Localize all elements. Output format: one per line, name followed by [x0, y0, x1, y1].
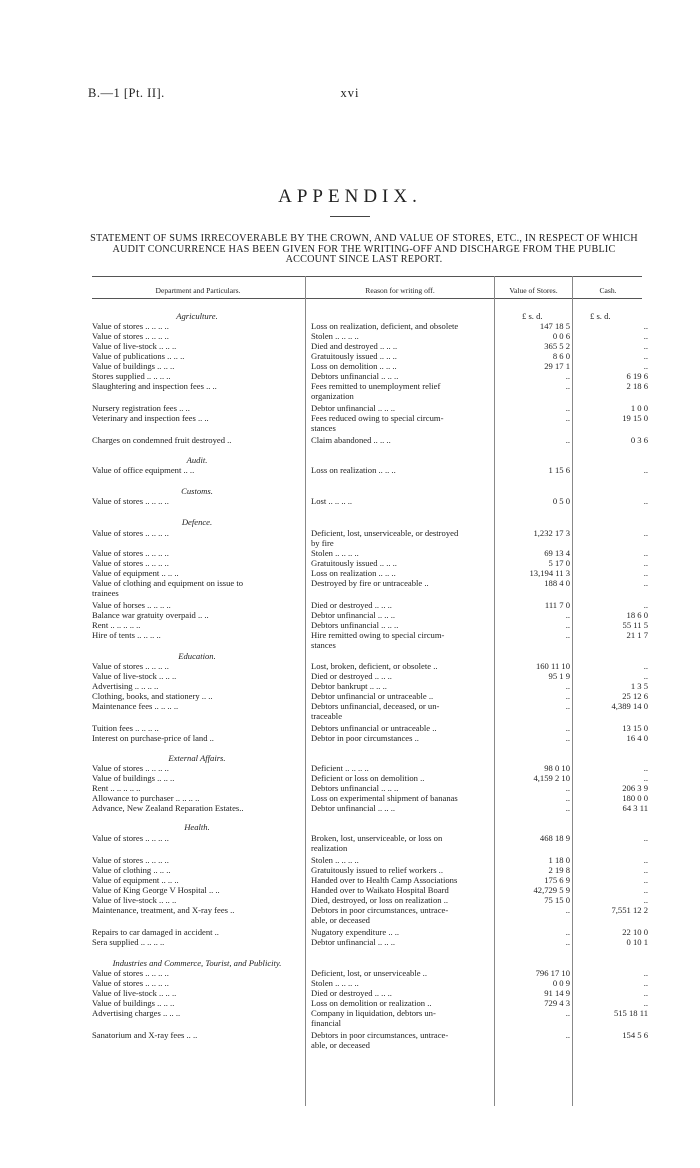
- reason-cell: Debtor unfinancial .. .. ..: [311, 611, 396, 620]
- reason-cell: traceable: [311, 712, 343, 721]
- particulars-cell: Value of stores .. .. .. ..: [92, 322, 169, 331]
- header-reason: Reason for writing off.: [365, 286, 435, 295]
- reason-cell: Handed over to Waikato Hospital Board: [311, 886, 449, 895]
- cash-value-cell: ..: [643, 969, 648, 978]
- particulars-cell: Value of stores .. .. .. ..: [92, 969, 169, 978]
- cash-value-cell: 55 11 5: [622, 621, 648, 630]
- stores-value-cell: 69 13 4: [544, 549, 570, 558]
- particulars-cell: Veterinary and inspection fees .. ..: [92, 414, 209, 423]
- reason-cell: Gratuitously issued .. .. ..: [311, 352, 397, 361]
- reason-cell: Died or destroyed .. .. ..: [311, 601, 392, 610]
- cash-value-cell: 1 3 5: [630, 682, 648, 691]
- stores-value-cell: ..: [565, 611, 570, 620]
- stores-value-cell: ..: [565, 382, 570, 391]
- stores-value-cell: ..: [565, 682, 570, 691]
- stores-value-cell: ..: [565, 1009, 570, 1018]
- stores-value-cell: ..: [565, 906, 570, 915]
- cash-value-cell: ..: [643, 549, 648, 558]
- particulars-cell: Rent .. .. .. .. ..: [92, 621, 141, 630]
- stores-value-cell: ..: [565, 414, 570, 423]
- section-heading: Audit.: [186, 455, 208, 465]
- reason-cell: Deficient .. .. .. ..: [311, 764, 369, 773]
- section-heading: External Affairs.: [168, 753, 226, 763]
- cash-value-cell: 1 0 0: [630, 404, 648, 413]
- reason-cell: Gratuitously issued to relief workers ..: [311, 866, 443, 875]
- stores-value-cell: 95 1 9: [548, 672, 570, 681]
- particulars-cell: Advance, New Zealand Reparation Estates..: [92, 804, 244, 813]
- header-bottom-rule: [92, 298, 642, 299]
- section-heading: Defence.: [181, 517, 213, 527]
- cash-value-cell: ..: [643, 362, 648, 371]
- table-top-rule: [92, 276, 642, 277]
- stores-value-cell: 42,729 5 9: [533, 886, 570, 895]
- reason-cell: Debtor in poor circumstances ..: [311, 734, 419, 743]
- reason-cell: Fees reduced owing to special circum-: [311, 414, 444, 423]
- cash-value-cell: ..: [643, 466, 648, 475]
- particulars-cell: Advertising charges .. .. ..: [92, 1009, 181, 1018]
- cash-value-cell: ..: [643, 989, 648, 998]
- stores-value-cell: ..: [565, 621, 570, 630]
- particulars-cell: Value of stores .. .. .. ..: [92, 529, 169, 538]
- particulars-cell: Value of live-stock .. .. ..: [92, 342, 177, 351]
- particulars-cell: Value of equipment .. .. ..: [92, 876, 179, 885]
- reason-cell: Died and destroyed .. .. ..: [311, 342, 398, 351]
- reason-cell: able, or deceased: [311, 1041, 370, 1050]
- cash-value-cell: 0 10 1: [626, 938, 648, 947]
- particulars-cell: Allowance to purchaser .. .. .. ..: [92, 794, 200, 803]
- reason-cell: Stolen .. .. .. ..: [311, 332, 359, 341]
- reason-cell: Debtors unfinancial .. .. ..: [311, 621, 399, 630]
- stores-value-cell: 0 0 9: [552, 979, 570, 988]
- section-heading: Agriculture.: [176, 311, 218, 321]
- cash-value-cell: ..: [643, 322, 648, 331]
- stores-value-cell: 13,194 11 3: [529, 569, 570, 578]
- cash-value-cell: ..: [643, 529, 648, 538]
- reason-cell: able, or deceased: [311, 916, 370, 925]
- reason-cell: Debtors unfinancial .. .. ..: [311, 372, 399, 381]
- particulars-cell: Value of stores .. .. .. ..: [92, 549, 169, 558]
- cash-value-cell: 2 18 6: [626, 382, 648, 391]
- reason-cell: Nugatory expenditure .. ..: [311, 928, 400, 937]
- section-heading: Health.: [184, 822, 210, 832]
- particulars-cell: Value of King George V Hospital .. ..: [92, 886, 220, 895]
- particulars-cell: Slaughtering and inspection fees .. ..: [92, 382, 217, 391]
- reason-cell: Loss on realization, deficient, and obsolete: [311, 322, 459, 331]
- reason-cell: Loss on demolition or realization ..: [311, 999, 432, 1008]
- particulars-cell: Balance war gratuity overpaid .. ..: [92, 611, 209, 620]
- reason-cell: stances: [311, 424, 336, 433]
- cash-value-cell: ..: [643, 332, 648, 341]
- column-divider-2: [494, 276, 495, 1106]
- stores-value-cell: ..: [565, 372, 570, 381]
- column-divider-3: [572, 276, 573, 1106]
- particulars-cell: Interest on purchase-price of land ..: [92, 734, 214, 743]
- cash-value-cell: 21 1 7: [626, 631, 648, 640]
- cash-value-cell: 7,551 12 2: [611, 906, 648, 915]
- stores-value-cell: 468 18 9: [539, 834, 570, 843]
- particulars-cell: Value of buildings .. .. ..: [92, 774, 175, 783]
- cash-value-cell: ..: [643, 352, 648, 361]
- stores-value-cell: 5 17 0: [548, 559, 570, 568]
- reason-cell: Deficient or loss on demolition ..: [311, 774, 425, 783]
- particulars-cell: Rent .. .. .. .. ..: [92, 784, 141, 793]
- cash-value-cell: ..: [643, 497, 648, 506]
- cash-value-cell: ..: [643, 559, 648, 568]
- statement-heading: STATEMENT OF SUMS IRRECOVERABLE BY THE CROWN, AND VALUE OF STORES, ETC., IN RESPECT OF WHICH AUDIT CONCURRENCE HAS BEEN GIVEN FOR THE WRITING-OFF AND DISCHARGE FROM THE PUBLIC ACCOUNT SINCE LAST REPORT.: [90, 233, 638, 265]
- reason-cell: Debtors in poor circumstances, untrace-: [311, 1031, 449, 1040]
- stores-value-cell: 2 19 8: [548, 866, 570, 875]
- stores-value-cell: 1,232 17 3: [533, 529, 570, 538]
- reason-cell: Debtors in poor circumstances, untrace-: [311, 906, 449, 915]
- report-reference: B.—1 [Pt. II].: [88, 86, 165, 100]
- stores-value-cell: 0 0 6: [552, 332, 570, 341]
- particulars-cell: Sanatorium and X-ray fees .. ..: [92, 1031, 198, 1040]
- reason-cell: Lost .. .. .. ..: [311, 497, 353, 506]
- particulars-cell: Value of equipment .. .. ..: [92, 569, 179, 578]
- cash-value-cell: ..: [643, 579, 648, 588]
- title-rule: [330, 216, 370, 217]
- reason-cell: Stolen .. .. .. ..: [311, 979, 359, 988]
- particulars-cell: Advertising .. .. .. ..: [92, 682, 159, 691]
- stores-value-cell: 365 5 2: [544, 342, 570, 351]
- particulars-cell: Nursery registration fees .. ..: [92, 404, 190, 413]
- particulars-cell: Value of live-stock .. .. ..: [92, 896, 177, 905]
- stores-value-cell: ..: [565, 928, 570, 937]
- stores-value-cell: 1 18 0: [548, 856, 570, 865]
- cash-value-cell: ..: [643, 662, 648, 671]
- cash-value-cell: 180 0 0: [622, 794, 648, 803]
- section-heading: Education.: [178, 651, 216, 661]
- reason-cell: by fire: [311, 539, 334, 548]
- cash-value-cell: ..: [643, 764, 648, 773]
- stores-value-cell: ..: [565, 404, 570, 413]
- particulars-cell: Value of buildings .. .. ..: [92, 362, 175, 371]
- particulars-cell: Tuition fees .. .. .. ..: [92, 724, 159, 733]
- reason-cell: Debtors unfinancial, deceased, or un-: [311, 702, 440, 711]
- stores-value-cell: ..: [565, 724, 570, 733]
- reason-cell: Debtor bankrupt .. .. ..: [311, 682, 387, 691]
- cash-value-cell: ..: [643, 886, 648, 895]
- reason-cell: realization: [311, 844, 348, 853]
- particulars-cell: Value of stores .. .. .. ..: [92, 497, 169, 506]
- cash-value-cell: 4,389 14 0: [611, 702, 648, 711]
- particulars-cell: Hire of tents .. .. .. ..: [92, 631, 161, 640]
- reason-cell: Deficient, lost, unserviceable, or destroyed: [311, 529, 459, 538]
- header-stores: Value of Stores.: [509, 286, 558, 295]
- stores-value-cell: 91 14 9: [544, 989, 570, 998]
- stores-currency: £ s. d.: [522, 311, 543, 321]
- particulars-cell: Value of clothing .. .. ..: [92, 866, 171, 875]
- reason-cell: Handed over to Health Camp Associations: [311, 876, 458, 885]
- cash-value-cell: ..: [643, 569, 648, 578]
- cash-value-cell: 515 18 11: [613, 1009, 648, 1018]
- particulars-cell: Value of stores .. .. .. ..: [92, 979, 169, 988]
- page-number: xvi: [340, 86, 360, 100]
- stores-value-cell: 1 15 6: [548, 466, 570, 475]
- stores-value-cell: 4,159 2 10: [533, 774, 570, 783]
- reason-cell: Company in liquidation, debtors un-: [311, 1009, 436, 1018]
- cash-value-cell: ..: [643, 979, 648, 988]
- reason-cell: Debtor unfinancial or untraceable ..: [311, 692, 434, 701]
- stores-value-cell: ..: [565, 804, 570, 813]
- cash-value-cell: 16 4 0: [626, 734, 648, 743]
- cash-value-cell: 6 19 6: [626, 372, 648, 381]
- cash-value-cell: ..: [643, 896, 648, 905]
- stores-value-cell: ..: [565, 1031, 570, 1040]
- stores-value-cell: 111 7 0: [544, 601, 570, 610]
- reason-cell: Died or destroyed .. .. ..: [311, 672, 392, 681]
- stores-value-cell: 796 17 10: [535, 969, 570, 978]
- reason-cell: Loss on realization .. .. ..: [311, 466, 396, 475]
- reason-cell: Loss on realization .. .. ..: [311, 569, 396, 578]
- column-divider-1: [305, 276, 306, 1106]
- reason-cell: Debtor unfinancial .. .. ..: [311, 938, 396, 947]
- cash-value-cell: 13 15 0: [622, 724, 648, 733]
- stores-value-cell: 75 15 0: [544, 896, 570, 905]
- particulars-cell: Value of stores .. .. .. ..: [92, 834, 169, 843]
- particulars-cell: Value of clothing and equipment on issue to: [92, 579, 244, 588]
- stores-value-cell: ..: [565, 692, 570, 701]
- reason-cell: Died, destroyed, or loss on realization ..: [311, 896, 448, 905]
- appendix-title: APPENDIX.: [278, 186, 422, 207]
- section-heading: Customs.: [181, 486, 213, 496]
- reason-cell: Loss on demolition .. .. ..: [311, 362, 397, 371]
- cash-value-cell: ..: [643, 876, 648, 885]
- stores-value-cell: ..: [565, 794, 570, 803]
- reason-cell: Debtor unfinancial .. .. ..: [311, 804, 396, 813]
- cash-value-cell: ..: [643, 834, 648, 843]
- stores-value-cell: 160 11 10: [535, 662, 570, 671]
- reason-cell: Lost, broken, deficient, or obsolete ..: [311, 662, 438, 671]
- reason-cell: Gratuitously issued .. .. ..: [311, 559, 397, 568]
- reason-cell: Stolen .. .. .. ..: [311, 856, 359, 865]
- reason-cell: organization: [311, 392, 354, 401]
- stores-value-cell: 147 18 5: [539, 322, 570, 331]
- stores-value-cell: 729 4 3: [544, 999, 570, 1008]
- particulars-cell: Sera supplied .. .. .. ..: [92, 938, 165, 947]
- stores-value-cell: ..: [565, 734, 570, 743]
- stores-value-cell: 175 6 9: [544, 876, 570, 885]
- stores-value-cell: 29 17 1: [544, 362, 570, 371]
- particulars-cell: Value of publications .. .. ..: [92, 352, 185, 361]
- header-department: Department and Particulars.: [155, 286, 241, 295]
- cash-value-cell: 22 10 0: [622, 928, 648, 937]
- cash-value-cell: 154 5 6: [622, 1031, 648, 1040]
- stores-value-cell: ..: [565, 938, 570, 947]
- cash-value-cell: ..: [643, 866, 648, 875]
- cash-value-cell: ..: [643, 999, 648, 1008]
- reason-cell: stances: [311, 641, 336, 650]
- cash-value-cell: ..: [643, 856, 648, 865]
- stores-value-cell: ..: [565, 784, 570, 793]
- cash-value-cell: 206 3 9: [622, 784, 648, 793]
- reason-cell: Destroyed by fire or untraceable ..: [311, 579, 429, 588]
- cash-value-cell: 18 6 0: [626, 611, 648, 620]
- stores-value-cell: 188 4 0: [544, 579, 570, 588]
- particulars-cell: Value of horses .. .. .. ..: [92, 601, 171, 610]
- particulars-cell: Maintenance fees .. .. .. ..: [92, 702, 179, 711]
- particulars-cell: Maintenance, treatment, and X-ray fees ..: [92, 906, 235, 915]
- particulars-cell: Value of stores .. .. .. ..: [92, 856, 169, 865]
- cash-value-cell: ..: [643, 672, 648, 681]
- particulars-cell: Value of stores .. .. .. ..: [92, 559, 169, 568]
- stores-value-cell: 0 5 0: [552, 497, 570, 506]
- cash-currency: £ s. d.: [590, 311, 611, 321]
- cash-value-cell: ..: [643, 601, 648, 610]
- reason-cell: Died or destroyed .. .. ..: [311, 989, 392, 998]
- reason-cell: financial: [311, 1019, 342, 1028]
- reason-cell: Debtors unfinancial .. .. ..: [311, 784, 399, 793]
- stores-value-cell: ..: [565, 702, 570, 711]
- reason-cell: Fees remitted to unemployment relief: [311, 382, 441, 391]
- particulars-cell: Value of live-stock .. .. ..: [92, 672, 177, 681]
- reason-cell: Claim abandoned .. .. ..: [311, 436, 391, 445]
- header-cash: Cash.: [599, 286, 617, 295]
- cash-value-cell: 19 15 0: [622, 414, 648, 423]
- particulars-cell: Value of office equipment .. ..: [92, 466, 195, 475]
- cash-value-cell: ..: [643, 774, 648, 783]
- reason-cell: Loss on experimental shipment of bananas: [311, 794, 458, 803]
- particulars-cell: trainees: [92, 589, 119, 598]
- particulars-cell: Value of stores .. .. .. ..: [92, 662, 169, 671]
- reason-cell: Stolen .. .. .. ..: [311, 549, 359, 558]
- reason-cell: Deficient, lost, or unserviceable ..: [311, 969, 427, 978]
- cash-value-cell: 64 3 11: [622, 804, 648, 813]
- cash-value-cell: 25 12 6: [622, 692, 648, 701]
- reason-cell: Hire remitted owing to special circum-: [311, 631, 445, 640]
- particulars-cell: Stores supplied .. .. .. ..: [92, 372, 171, 381]
- cash-value-cell: 0 3 6: [630, 436, 648, 445]
- particulars-cell: Value of live-stock .. .. ..: [92, 989, 177, 998]
- section-heading: Industries and Commerce, Tourist, and Publicity.: [112, 958, 282, 968]
- reason-cell: Broken, lost, unserviceable, or loss on: [311, 834, 443, 843]
- particulars-cell: Value of buildings .. .. ..: [92, 999, 175, 1008]
- particulars-cell: Repairs to car damaged in accident ..: [92, 928, 219, 937]
- stores-value-cell: ..: [565, 631, 570, 640]
- reason-cell: Debtors unfinancial or untraceable ..: [311, 724, 437, 733]
- particulars-cell: Charges on condemned fruit destroyed ..: [92, 436, 232, 445]
- particulars-cell: Value of stores .. .. .. ..: [92, 764, 169, 773]
- stores-value-cell: 98 0 10: [544, 764, 570, 773]
- stores-value-cell: 8 6 0: [552, 352, 570, 361]
- stores-value-cell: ..: [565, 436, 570, 445]
- reason-cell: Debtor unfinancial .. .. ..: [311, 404, 396, 413]
- cash-value-cell: ..: [643, 342, 648, 351]
- particulars-cell: Clothing, books, and stationery .. ..: [92, 692, 213, 701]
- particulars-cell: Value of stores .. .. .. ..: [92, 332, 169, 341]
